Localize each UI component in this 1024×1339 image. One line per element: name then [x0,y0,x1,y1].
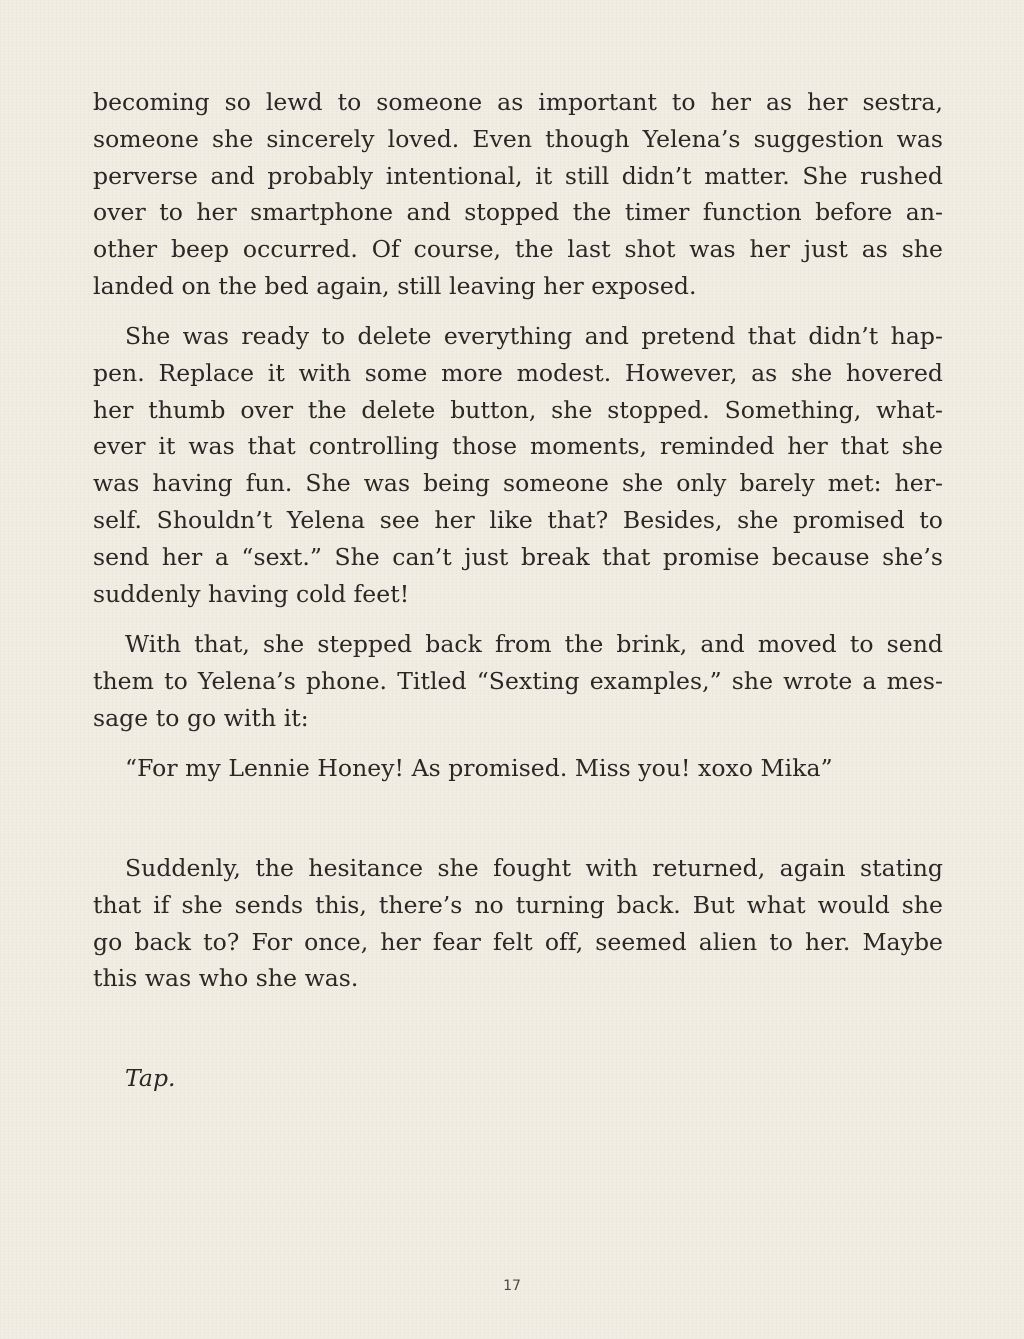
text-line: Tap. [125,1064,176,1092]
text-line: She was ready to delete everything and pretend that didn’t hap- [125,322,943,350]
paragraph-2 [93,318,943,612]
text-line: pen. Replace it with some more modest. However, as she hovered [93,358,943,387]
text-line: her thumb over the delete button, she stopped. Something, what- [93,395,943,424]
text-line: landed on the bed again, still leaving her exposed. [93,271,697,300]
text-line: self. Shouldn’t Yelena see her like that? Besides, she promised to [93,505,943,534]
text-line: send her a “sext.” She can’t just break that promise because she’s [93,542,943,571]
text-line: perverse and probably intentional, it still didn’t matter. She rushed [93,161,943,190]
text-line: Suddenly, the hesitance she fought with returned, again stating [125,854,943,882]
text-line: this was who she was. [93,964,359,993]
text-line: suddenly having cold feet! [93,579,410,608]
text-line: them to Yelena’s phone. Titled “Sexting examples,” she wrote a mes- [93,666,943,695]
paragraph-message [93,750,943,787]
text-line: With that, she stepped back from the brink, and moved to send [125,630,943,658]
page-number: 17 [503,1278,521,1294]
text-line: over to her smartphone and stopped the timer function before an- [93,198,943,227]
text-line: ever it was that controlling those moments, reminded her that she [93,432,943,461]
text-line: sage to go with it: [93,703,309,732]
text-line: becoming so lewd to someone as important to her as her sestra, [93,88,943,116]
paragraph-tap [93,1060,943,1097]
text-line: someone she sincerely loved. Even though Yelena’s suggestion was [93,124,943,153]
text-line: other beep occurred. Of course, the last shot was her just as she [93,235,943,264]
text-line: go back to? For once, her fear felt off, seemed alien to her. Maybe [93,927,943,956]
text-line: that if she sends this, there’s no turning back. But what would she [93,890,943,919]
text-line: “For my Lennie Honey! As promised. Miss you! xoxo Mika” [125,754,833,782]
text-line: was having fun. She was being someone she only barely met: her- [93,469,943,498]
paragraph-5 [93,850,943,997]
paragraph-3 [93,626,943,736]
paragraph-1 [93,84,943,305]
